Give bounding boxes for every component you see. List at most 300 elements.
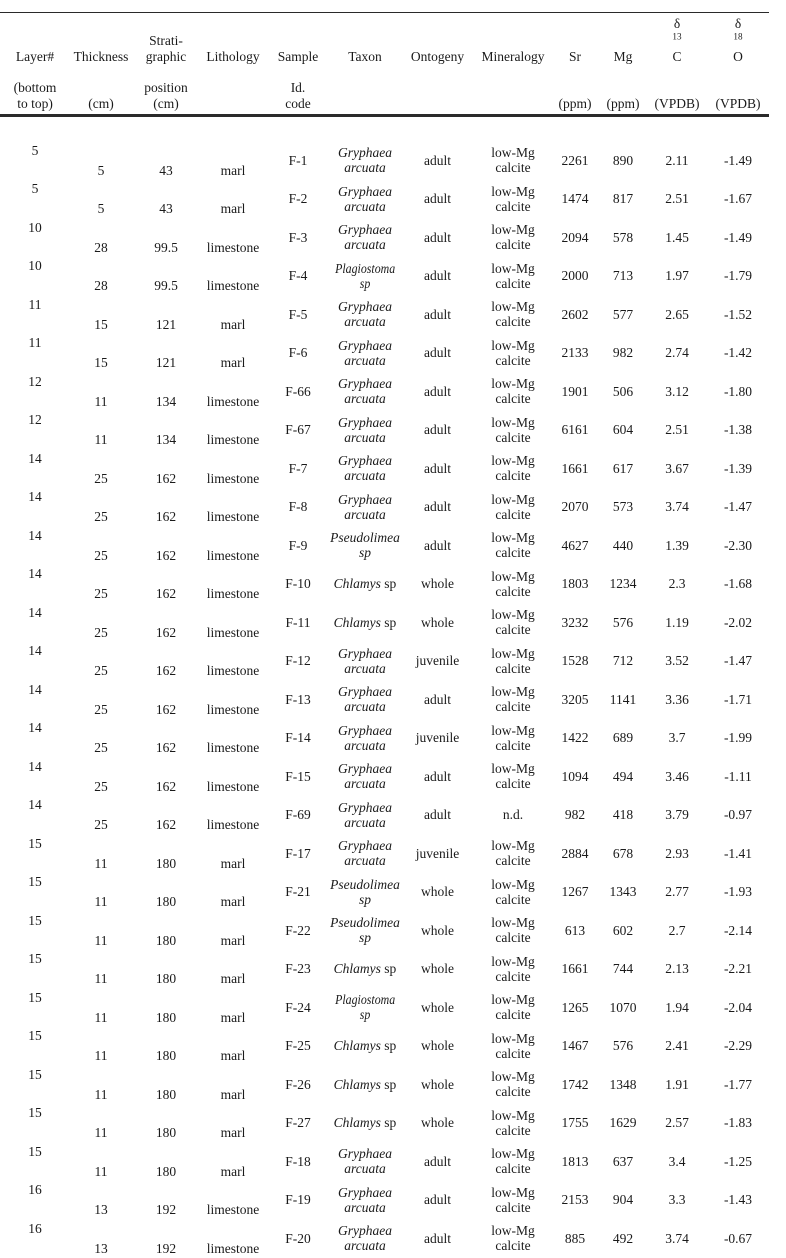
cell-taxon	[330, 603, 400, 642]
table-row	[0, 757, 786, 796]
taxon-genus: Gryphaea	[338, 799, 392, 815]
taxon-name	[330, 992, 400, 1022]
col-header-d13c	[647, 13, 707, 67]
cell-strat-position: 43	[159, 162, 173, 178]
cell-sample-id: F-69	[285, 807, 311, 823]
cell-mg-ppm: 440	[612, 537, 634, 553]
taxon-genus: Plagiostoma	[334, 260, 396, 276]
cell-ontogeny: juvenile	[415, 653, 460, 669]
cell-d18o-vpdb: -1.77	[723, 1076, 753, 1092]
header-body-gap	[0, 116, 786, 141]
cell-right-pad	[769, 988, 786, 1027]
col-subheader-stratigraphic	[132, 66, 200, 115]
cell-right-pad	[769, 1104, 786, 1143]
cell-sample-id: F-4	[288, 268, 308, 284]
mineralogy-line-1: low-Mg	[491, 992, 535, 1008]
table-row	[0, 680, 786, 719]
taxon-species: arcuata	[344, 237, 386, 253]
mineralogy-line-1: n.d.	[502, 807, 524, 823]
cell-strat-position: 162	[155, 663, 177, 679]
table-row	[0, 526, 786, 565]
cell-lithology: marl	[220, 932, 246, 948]
mineralogy-line-2: calcite	[495, 545, 531, 561]
col-header-layer-label: Layer#	[15, 48, 55, 64]
mineralogy-line-2: calcite	[495, 891, 531, 907]
cell-right-pad	[769, 603, 786, 642]
cell-strat-position: 134	[155, 393, 177, 409]
cell-mineralogy	[475, 834, 551, 873]
cell-mg-ppm: 713	[612, 268, 634, 284]
cell-mineralogy	[475, 642, 551, 681]
cell-d13c-vpdb: 1.97	[665, 268, 689, 284]
col-subheader-mineralogy	[475, 66, 551, 115]
taxon-species: arcuata	[344, 468, 386, 484]
cell-layer-number: 14	[28, 758, 42, 774]
taxon-genus: Pseudolimea	[330, 915, 400, 931]
table-row	[0, 834, 786, 873]
cell-sample-id: F-1	[288, 152, 308, 168]
cell-sr-ppm: 2133	[561, 345, 589, 361]
taxon-name	[330, 261, 400, 291]
cell-lithology: limestone	[206, 239, 260, 255]
cell-mg-ppm: 576	[612, 1038, 634, 1054]
cell-lithology: limestone	[206, 1240, 260, 1256]
cell-d13c-vpdb: 3.36	[665, 691, 689, 707]
cell-sample-id: F-21	[285, 884, 311, 900]
cell-sr-ppm: 1661	[561, 460, 589, 476]
cell-strat-position: 180	[155, 932, 177, 948]
cell-strat-position: 180	[155, 894, 177, 910]
cell-taxon	[330, 1104, 400, 1143]
cell-taxon	[330, 372, 400, 411]
cell-right-pad	[769, 911, 786, 950]
cell-sr-ppm: 1094	[561, 768, 589, 784]
cell-layer-number: 12	[28, 373, 42, 389]
cell-mg-ppm: 1629	[609, 1115, 637, 1131]
taxon-name	[334, 615, 397, 630]
cell-layer-number: 15	[28, 874, 42, 890]
cell-layer-number: 15	[28, 1105, 42, 1121]
cell-d18o-vpdb: -1.38	[723, 422, 753, 438]
cell-lithology: marl	[220, 1125, 246, 1141]
cell-mg-ppm: 817	[612, 191, 634, 207]
col-subheader-layer	[0, 66, 70, 115]
mineralogy-line-2: calcite	[495, 1084, 531, 1100]
cell-sample-id: F-5	[288, 306, 308, 322]
col-header-mineralogy	[475, 13, 551, 67]
cell-d18o-vpdb: -1.71	[723, 691, 753, 707]
cell-d18o-vpdb: -2.14	[723, 922, 753, 938]
cell-right-pad	[769, 565, 786, 604]
cell-strat-position: 180	[155, 1163, 177, 1179]
cell-mg-ppm: 578	[612, 229, 634, 245]
taxon-species: sp	[384, 1076, 397, 1092]
cell-lithology: limestone	[206, 470, 260, 486]
mineralogy-line-2: calcite	[495, 429, 531, 445]
cell-right-pad	[769, 1027, 786, 1066]
cell-d18o-vpdb: -1.47	[723, 653, 753, 669]
cell-mineralogy	[475, 449, 551, 488]
cell-taxon	[330, 180, 400, 219]
cell-d13c-vpdb: 2.11	[665, 152, 689, 168]
cell-mg-ppm: 506	[612, 383, 634, 399]
cell-ontogeny: whole	[421, 922, 454, 938]
cell-right-pad	[769, 1142, 786, 1181]
cell-sample-id: F-10	[285, 576, 311, 592]
col-subheader-layer-line1: (bottom	[13, 79, 57, 95]
mineralogy-line-2: calcite	[495, 1007, 531, 1023]
cell-right-pad	[769, 526, 786, 565]
cell-d18o-vpdb: -1.99	[723, 730, 753, 746]
cell-strat-position: 43	[159, 201, 173, 217]
cell-d18o-vpdb: -1.49	[723, 152, 753, 168]
cell-taxon	[330, 449, 400, 488]
cell-thickness: 13	[94, 1202, 108, 1218]
taxon-name	[334, 961, 397, 976]
col-subheader-thickness-unit: (cm)	[88, 95, 114, 111]
mineralogy-value	[475, 530, 551, 560]
cell-lithology: marl	[220, 201, 246, 217]
taxon-genus: Gryphaea	[338, 761, 392, 777]
col-subheader-d13c	[647, 66, 707, 115]
cell-mg-ppm: 689	[612, 730, 634, 746]
cell-right-pad	[769, 180, 786, 219]
taxon-species: arcuata	[344, 198, 386, 214]
cell-d18o-vpdb: -1.41	[723, 845, 753, 861]
cell-lithology: limestone	[206, 663, 260, 679]
mineralogy-value	[475, 492, 551, 522]
cell-thickness: 25	[94, 740, 108, 756]
col-header-thickness-label: Thickness	[73, 48, 129, 64]
cell-lithology: limestone	[206, 1202, 260, 1218]
cell-mineralogy	[475, 372, 551, 411]
cell-ontogeny: adult	[424, 306, 451, 322]
mineralogy-line-2: calcite	[495, 776, 531, 792]
taxon-genus: Gryphaea	[338, 491, 392, 507]
cell-d18o-vpdb: -0.67	[723, 1230, 753, 1246]
cell-sr-ppm: 1474	[561, 191, 589, 207]
cell-sample-id: F-14	[285, 730, 311, 746]
cell-ontogeny: adult	[424, 768, 451, 784]
cell-ontogeny: adult	[424, 422, 451, 438]
cell-d18o-vpdb: -0.97	[723, 807, 753, 823]
cell-mineralogy	[475, 1065, 551, 1104]
cell-taxon	[330, 1219, 400, 1258]
cell-d13c-vpdb: 3.74	[665, 499, 689, 515]
cell-right-pad	[769, 141, 786, 180]
taxon-genus: Gryphaea	[338, 1184, 392, 1200]
col-subheader-layer-line2: to top)	[17, 95, 53, 111]
cell-ontogeny: adult	[424, 537, 451, 553]
cell-mg-ppm: 1070	[609, 999, 637, 1015]
col-subheader-lithology	[200, 66, 266, 115]
cell-layer-number: 5	[31, 181, 39, 197]
taxon-name	[330, 761, 400, 791]
delta-symbol-c: δ	[673, 16, 681, 32]
mineralogy-line-2: calcite	[495, 737, 531, 753]
mineralogy-value	[475, 299, 551, 329]
table-row	[0, 218, 786, 257]
cell-right-pad	[769, 873, 786, 912]
col-header-ontogeny-label: Ontogeny	[410, 48, 465, 64]
cell-layer-number: 15	[28, 951, 42, 967]
mineralogy-value	[475, 453, 551, 483]
table-header	[0, 0, 786, 141]
cell-sample-id: F-23	[285, 961, 311, 977]
col-header-layer	[0, 13, 70, 67]
mineralogy-line-1: low-Mg	[491, 145, 535, 161]
mineralogy-value	[475, 1031, 551, 1061]
cell-lithology: limestone	[206, 624, 260, 640]
taxon-name	[334, 1077, 397, 1092]
cell-thickness: 11	[94, 894, 108, 910]
cell-sr-ppm: 2000	[561, 268, 589, 284]
cell-mg-ppm: 890	[612, 152, 634, 168]
cell-thickness: 25	[94, 817, 108, 833]
cell-sr-ppm: 2602	[561, 306, 589, 322]
taxon-genus: Gryphaea	[338, 299, 392, 315]
mineralogy-line-1: low-Mg	[491, 337, 535, 353]
cell-ontogeny: whole	[421, 576, 454, 592]
taxon-name	[330, 492, 400, 522]
cell-lithology: marl	[220, 1009, 246, 1025]
cell-mg-ppm: 1141	[609, 691, 637, 707]
mineralogy-line-1: low-Mg	[491, 299, 535, 315]
cell-sr-ppm: 1901	[561, 383, 589, 399]
cell-layer-number: 14	[28, 643, 42, 659]
cell-ontogeny: adult	[424, 499, 451, 515]
cell-mg-ppm: 617	[612, 460, 634, 476]
cell-lithology: marl	[220, 855, 246, 871]
mineralogy-value	[475, 222, 551, 252]
taxon-name	[334, 1038, 397, 1053]
cell-mineralogy	[475, 1104, 551, 1143]
cell-sample-id: F-18	[285, 1153, 311, 1169]
mineralogy-value	[475, 376, 551, 406]
mineralogy-line-1: low-Mg	[491, 722, 535, 738]
cell-d13c-vpdb: 2.57	[665, 1115, 689, 1131]
mineralogy-line-1: low-Mg	[491, 222, 535, 238]
cell-sample-id: F-7	[288, 460, 308, 476]
cell-mineralogy	[475, 488, 551, 527]
table-row	[0, 642, 786, 681]
cell-d18o-vpdb: -1.43	[723, 1192, 753, 1208]
cell-sr-ppm: 4627	[561, 537, 589, 553]
cell-ontogeny: adult	[424, 345, 451, 361]
taxon-species: sp	[384, 961, 397, 977]
cell-taxon	[330, 295, 400, 334]
cell-mineralogy	[475, 911, 551, 950]
cell-sr-ppm: 6161	[561, 422, 589, 438]
cell-lithology: limestone	[206, 432, 260, 448]
cell-strat-position: 192	[155, 1202, 177, 1218]
cell-sample-id: F-12	[285, 653, 311, 669]
cell-sr-ppm: 613	[564, 922, 586, 938]
cell-layer-number: 10	[28, 258, 42, 274]
taxon-name	[330, 800, 400, 830]
taxon-name	[330, 877, 400, 907]
mineralogy-line-1: low-Mg	[491, 1107, 535, 1123]
cell-right-pad	[769, 295, 786, 334]
cell-right-pad	[769, 1219, 786, 1258]
mineralogy-value	[475, 338, 551, 368]
cell-taxon	[330, 911, 400, 950]
taxon-name	[330, 915, 400, 945]
cell-mineralogy	[475, 757, 551, 796]
taxon-name	[330, 453, 400, 483]
cell-taxon	[330, 873, 400, 912]
cell-lithology: marl	[220, 355, 246, 371]
cell-mg-ppm: 576	[612, 614, 634, 630]
table-row	[0, 565, 786, 604]
col-subheader-sr	[551, 66, 599, 115]
cell-thickness: 25	[94, 778, 108, 794]
cell-right-pad	[769, 372, 786, 411]
taxon-name	[334, 1115, 397, 1130]
col-subheader-strat-unit: (cm)	[153, 95, 179, 111]
cell-taxon	[330, 334, 400, 373]
taxon-genus: Gryphaea	[338, 684, 392, 700]
cell-mg-ppm: 577	[612, 306, 634, 322]
mineralogy-value	[475, 1069, 551, 1099]
taxon-genus: Plagiostoma	[334, 992, 396, 1008]
table-row	[0, 141, 786, 180]
taxon-species: arcuata	[344, 506, 386, 522]
cell-lithology: limestone	[206, 547, 260, 563]
cell-layer-number: 14	[28, 681, 42, 697]
taxon-species: sp	[384, 1038, 397, 1054]
table-row	[0, 796, 786, 835]
cell-d13c-vpdb: 1.94	[665, 999, 689, 1015]
taxon-genus: Gryphaea	[338, 838, 392, 854]
table-row	[0, 950, 786, 989]
taxon-species: arcuata	[344, 737, 386, 753]
mineralogy-line-1: low-Mg	[491, 1223, 535, 1239]
cell-d13c-vpdb: 2.93	[665, 845, 689, 861]
cell-ontogeny: whole	[421, 884, 454, 900]
taxon-name	[330, 338, 400, 368]
cell-taxon	[330, 988, 400, 1027]
mineralogy-value	[475, 607, 551, 637]
cell-d13c-vpdb: 2.41	[665, 1038, 689, 1054]
cell-sr-ppm: 2153	[561, 1192, 589, 1208]
cell-thickness: 11	[94, 393, 108, 409]
cell-thickness: 11	[94, 1009, 108, 1025]
cell-sr-ppm: 1267	[561, 884, 589, 900]
cell-strat-position: 121	[155, 355, 177, 371]
mineralogy-line-1: low-Mg	[491, 915, 535, 931]
cell-sr-ppm: 982	[564, 807, 586, 823]
cell-taxon	[330, 141, 400, 180]
taxon-genus: Pseudolimea	[330, 530, 400, 546]
cell-d13c-vpdb: 3.52	[665, 653, 689, 669]
cell-taxon	[330, 1142, 400, 1181]
mineralogy-line-1: low-Mg	[491, 761, 535, 777]
cell-right-pad	[769, 796, 786, 835]
col-subheader-ontogeny	[400, 66, 475, 115]
element-oxygen: O	[733, 48, 743, 64]
mineralogy-line-2: calcite	[495, 1238, 531, 1254]
cell-right-pad	[769, 334, 786, 373]
cell-layer-number: 14	[28, 720, 42, 736]
col-header-sample-label: Sample	[277, 48, 319, 64]
cell-layer-number: 15	[28, 1143, 42, 1159]
cell-ontogeny: adult	[424, 383, 451, 399]
cell-lithology: limestone	[206, 393, 260, 409]
cell-thickness: 11	[94, 971, 108, 987]
mineralogy-line-2: calcite	[495, 1199, 531, 1215]
col-subheader-mg	[599, 66, 647, 115]
col-subheader-sample	[266, 66, 330, 115]
cell-sample-id: F-20	[285, 1230, 311, 1246]
table-row	[0, 1142, 786, 1181]
col-header-strat-line2: graphic	[145, 48, 187, 64]
cell-sample-id: F-66	[285, 383, 311, 399]
cell-ontogeny: adult	[424, 1192, 451, 1208]
table-row	[0, 1065, 786, 1104]
cell-taxon	[330, 257, 400, 296]
cell-mineralogy	[475, 295, 551, 334]
cell-taxon	[330, 796, 400, 835]
cell-layer-number: 11	[28, 296, 42, 312]
isotope-mass-18: 18	[733, 31, 743, 42]
taxon-species: arcuata	[344, 1238, 386, 1254]
cell-mineralogy	[475, 218, 551, 257]
cell-mineralogy	[475, 1219, 551, 1258]
cell-taxon	[330, 1181, 400, 1220]
taxon-name	[330, 530, 400, 560]
mineralogy-value	[475, 877, 551, 907]
cell-mineralogy	[475, 873, 551, 912]
cell-taxon	[330, 218, 400, 257]
cell-layer-number: 11	[28, 335, 42, 351]
cell-sr-ppm: 3232	[561, 614, 589, 630]
cell-thickness: 11	[94, 932, 108, 948]
cell-d18o-vpdb: -1.39	[723, 460, 753, 476]
col-subheader-d13c-unit: (VPDB)	[654, 95, 700, 111]
cell-mineralogy	[475, 796, 551, 835]
cell-sample-id: F-15	[285, 768, 311, 784]
cell-d18o-vpdb: -1.83	[723, 1115, 753, 1131]
cell-mineralogy	[475, 680, 551, 719]
cell-layer-number: 10	[28, 219, 42, 235]
cell-d18o-vpdb: -1.68	[723, 576, 753, 592]
cell-sr-ppm: 2070	[561, 499, 589, 515]
table-row	[0, 295, 786, 334]
table-row	[0, 334, 786, 373]
cell-sr-ppm: 885	[564, 1230, 586, 1246]
cell-mineralogy	[475, 334, 551, 373]
cell-layer-number: 15	[28, 835, 42, 851]
cell-taxon	[330, 950, 400, 989]
cell-thickness: 13	[94, 1240, 108, 1256]
mineralogy-value	[475, 723, 551, 753]
mineralogy-line-1: low-Mg	[491, 838, 535, 854]
taxon-genus: Gryphaea	[338, 722, 392, 738]
cell-mg-ppm: 492	[612, 1230, 634, 1246]
taxon-genus: Gryphaea	[338, 453, 392, 469]
taxon-species: arcuata	[344, 814, 386, 830]
taxon-name	[330, 299, 400, 329]
taxon-name	[330, 1146, 400, 1176]
cell-mg-ppm: 418	[612, 807, 634, 823]
cell-right-pad	[769, 218, 786, 257]
cell-sample-id: F-9	[288, 537, 308, 553]
cell-d18o-vpdb: -1.49	[723, 229, 753, 245]
table-row	[0, 372, 786, 411]
cell-ontogeny: adult	[424, 229, 451, 245]
table-row	[0, 449, 786, 488]
